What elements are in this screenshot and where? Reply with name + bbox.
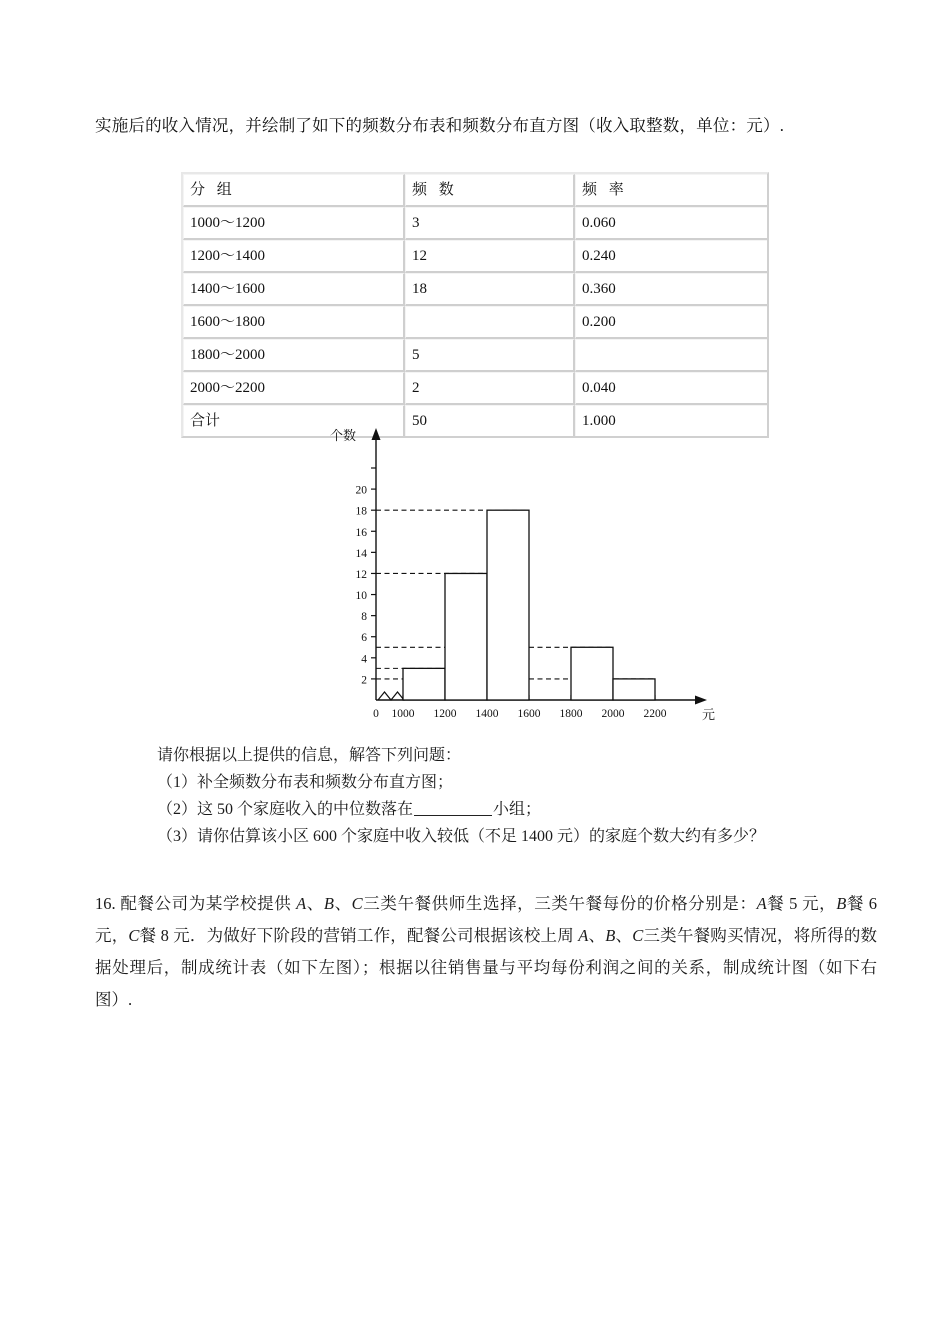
y-tick-label: 12 [355, 568, 367, 581]
cell-count: 12 [405, 240, 575, 273]
problem-16-seg3: 、 [333, 894, 352, 913]
histogram-bar [571, 647, 613, 700]
x-tick-label: 2000 [601, 708, 625, 720]
cell-rate [575, 339, 767, 372]
table-header-cell-1: 分 组 [183, 174, 405, 207]
var-b-1: B [323, 894, 334, 913]
frequency-distribution-table [181, 172, 769, 438]
problem-16-seg2: 、 [306, 894, 324, 913]
table-row [183, 339, 767, 372]
cell-rate: 0.360 [575, 273, 767, 306]
table-header-cell-2: 频 数 [405, 174, 575, 207]
cell-count: 50 [405, 405, 575, 436]
y-tick-label: 18 [355, 505, 367, 518]
problem-16-seg4: 三类午餐供师生选择，三类午餐每份的价格分别是： [362, 894, 757, 913]
intro-paragraph: 实施后的收入情况，并绘制了如下的频数分布表和频数分布直方图（收入取整数，单位：元）. [95, 116, 785, 135]
x-axis-arrow [695, 696, 707, 705]
problem-16-seg10: 三类午餐购买情况，将所得的数据处理后，制成统计表（如下左图）；根据以往销售量与平均每份利润之间的关系，制成统计图（如下右图）. [95, 926, 878, 1009]
cell-group: 1600～1800 [183, 306, 405, 339]
cell-count: 5 [405, 339, 575, 372]
cell-group: 合计 [183, 405, 405, 436]
table-row [183, 207, 767, 240]
question-item-3: （3）请你估算该小区 600 个家庭中收入较低（不足 1400 元）的家庭个数大约有多少？ [157, 828, 766, 845]
cell-group: 1200～1400 [183, 240, 405, 273]
var-b-3: B [605, 926, 616, 945]
y-tick-label: 4 [361, 653, 367, 666]
cell-rate: 0.200 [575, 306, 767, 339]
problem-16-number: 16. [95, 894, 116, 913]
var-c-3: C [632, 926, 644, 945]
histogram-bar [613, 679, 655, 700]
cell-rate: 0.040 [575, 372, 767, 405]
table-row [183, 372, 767, 405]
question-item-2 [157, 796, 877, 823]
cell-rate: 0.060 [575, 207, 767, 240]
x-axis-label: 元 [702, 707, 716, 722]
y-tick-label: 2 [361, 674, 367, 687]
problem-16-seg9: 、 [615, 926, 633, 945]
x-tick-label: 1400 [475, 708, 499, 720]
var-a-1: A [296, 894, 307, 913]
question-list [157, 742, 877, 850]
question-item-1: （1）补全频数分布表和频数分布直方图； [157, 774, 454, 791]
cell-count [405, 306, 575, 339]
answer-blank [414, 800, 492, 816]
x-tick-label: 2200 [643, 708, 667, 720]
problem-16-seg5: 餐 5 元， [766, 894, 837, 913]
x-tick-label: 1600 [517, 708, 541, 720]
cell-count: 3 [405, 207, 575, 240]
histogram-bar [487, 510, 529, 700]
y-tick-label: 8 [361, 611, 367, 624]
cell-group: 1000～1200 [183, 207, 405, 240]
x-tick-label: 0 [373, 708, 379, 720]
question-lead: 请你根据以上提供的信息，解答下列问题： [157, 747, 462, 764]
cell-group: 1800～2000 [183, 339, 405, 372]
cell-group: 2000～2200 [183, 372, 405, 405]
var-a-2: A [756, 894, 767, 913]
cell-rate: 0.240 [575, 240, 767, 273]
y-tick-label: 10 [355, 590, 367, 603]
table-header-cell-3: 频 率 [575, 174, 767, 207]
problem-16-seg7: 餐 8 元．为做好下阶段的营销工作，配餐公司根据该校上周 [139, 926, 579, 945]
x-tick-label: 1200 [433, 708, 457, 720]
problem-16-seg1: 配餐公司为某学校提供 [120, 894, 297, 913]
var-c-2: C [128, 926, 140, 945]
x-tick-label: 1800 [559, 708, 583, 720]
cell-group: 1400～1600 [183, 273, 405, 306]
cell-rate: 1.000 [575, 405, 767, 436]
y-tick-label: 6 [361, 632, 367, 645]
table-row [183, 273, 767, 306]
problem-16 [95, 888, 877, 1016]
frequency-histogram [318, 418, 728, 730]
var-b-2: B [836, 894, 847, 913]
y-tick-label: 16 [355, 526, 367, 539]
var-c-1: C [351, 894, 363, 913]
cell-count: 2 [405, 372, 575, 405]
histogram-bar [445, 573, 487, 700]
y-axis-arrow [372, 428, 381, 440]
table-header-row [183, 174, 767, 207]
y-tick-label: 14 [355, 547, 367, 560]
y-tick-label: 20 [355, 484, 367, 497]
x-tick-label: 1000 [391, 708, 415, 720]
problem-16-seg6: 餐 6 元， [95, 894, 878, 945]
cell-count: 18 [405, 273, 575, 306]
question-item-2-text: （2）这 50 个家庭收入的中位数落在 [157, 801, 414, 818]
histogram-bar [403, 668, 445, 700]
table-row [183, 306, 767, 339]
problem-16-seg8: 、 [588, 926, 606, 945]
y-axis-label: 个数 [330, 428, 357, 443]
question-item-2-tail: 小组； [493, 801, 542, 818]
table-row [183, 240, 767, 273]
var-a-3: A [578, 926, 589, 945]
